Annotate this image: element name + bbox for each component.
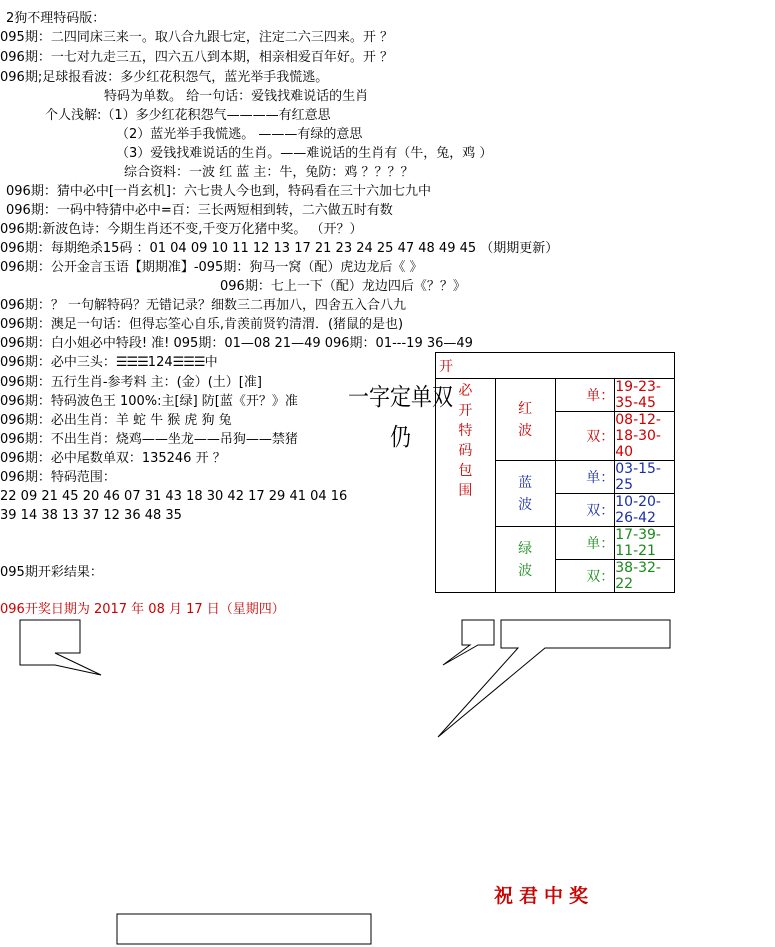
text-line: 096期：必中三头： (0, 355, 116, 370)
text-line: 096期;足球报看波：多少红花积怨气，蓝光举手我慌逃。 (0, 70, 329, 85)
bottom-box (117, 914, 371, 944)
red-odd-values: 19-23-35-45 (615, 379, 675, 412)
blue-odd-key: 单： (555, 461, 615, 494)
draw-date: 096开奖日期为 2017 年 08 月 17 日（星期四） (0, 602, 285, 617)
text-line: 096期：必中尾数单双：135246 开 ？ (0, 451, 226, 466)
result-label: 095期开彩结果： (0, 565, 103, 580)
callout-small (443, 620, 494, 665)
label-char: 绿 (518, 540, 533, 557)
text-line: 095期：二四同床三来一。取八合九跟七定，注定二六三四来。开 ？ (0, 30, 393, 45)
text-line: 096期：公开金言玉语【期期准】-095期：狗马一窝（配）虎边龙后《 》 (0, 260, 423, 275)
text-line: 096期:新波色诗：今期生肖还不变,千变万化猪中奖。 （开？） (0, 222, 363, 237)
text-line: 特码为单数。 给一句话：爱钱找难说话的生肖 (104, 89, 369, 104)
text-line: 096期：七上一下（配）龙边四后《？？》 (220, 279, 466, 294)
wave-table-head: 开 (436, 353, 675, 379)
callout-left (20, 620, 101, 675)
text-line: 096期：不出生肖：烧鸡——坐龙——吊狗——禁猪 (0, 432, 298, 447)
text-line: 个人浅解:（1）多少红花积怨气————有红意思 (45, 108, 331, 123)
label-char: 蓝 (518, 474, 533, 491)
text-line: 096期：白小姐必中特段! 准! 095期：01—08 21—49 096期：01---19 36—49 (0, 336, 473, 351)
footer-title: 祝君中奖 (494, 885, 595, 907)
side-char: 码 (458, 443, 473, 459)
green-even-values: 38-32-22 (615, 560, 675, 593)
text-line: 096期：澳足一句话：但得忘筌心自乐,肯羡前贤钓清渭．(猪鼠的是也) (0, 317, 404, 332)
green-odd-key: 单： (555, 527, 615, 560)
label-char: 波 (518, 562, 533, 579)
blue-even-values: 10-20-26-42 (615, 494, 675, 527)
side-mark: 一字定单双 (348, 383, 453, 411)
number-range: 22 09 21 45 20 46 07 31 43 18 30 42 17 29 41 04 16 (0, 489, 348, 504)
side-char: 特 (458, 423, 473, 439)
text-line: 096期：五行生肖-参考料 主：(金）(土）[准] (0, 375, 262, 390)
blue-even-key: 双： (555, 494, 615, 527)
header-title: 2狗不理特码版： (6, 11, 106, 26)
label-char: 波 (518, 496, 533, 513)
text-line: 096期：特码波色王 100%:主[绿] 防[蓝《开？》准 (0, 394, 298, 409)
red-even-values: 08-12-18-30-40 (615, 412, 675, 461)
side-char: 必 (458, 383, 473, 399)
blue-odd-values: 03-15-25 (615, 461, 675, 494)
side-char: 包 (458, 463, 473, 479)
text-value: 中 (204, 355, 218, 370)
side-char: 开 (458, 403, 473, 419)
green-odd-values: 17-39-11-21 (615, 527, 675, 560)
label-char: 红 (518, 400, 533, 417)
text-value: 124 (147, 355, 173, 370)
text-line: 096期：猜中必中[一肖玄机]：六七贵人今也到，特码看在三十六加七九中 (6, 184, 431, 199)
text-line: 综合资料：一波 红 蓝 主：牛，兔防：鸡 ？？？？ (124, 165, 414, 180)
side-mark-2: 仍 (390, 423, 411, 451)
side-char: 围 (458, 483, 473, 499)
text-line: （2）蓝光举手我慌逃。 ———有绿的意思 (116, 127, 363, 142)
text-line: 096期：必出生肖：羊 蛇 牛 猴 虎 狗 兔 (0, 413, 232, 428)
bar-mark: ☰☰☰ (172, 355, 205, 370)
label-char: 波 (518, 422, 533, 439)
bar-mark: ☰☰☰ (115, 355, 148, 370)
number-range: 39 14 38 13 37 12 36 48 35 (0, 508, 182, 523)
text-line: 096期：一七对九走三五，四六五八到本期，相亲相爱百年好。开 ？ (0, 50, 393, 65)
red-odd-key: 单： (555, 379, 615, 412)
text-line: 096期：？ 一句解特码？无错记录？细数三二再加八，四舍五入合八九 (0, 298, 406, 313)
green-even-key: 双： (555, 560, 615, 593)
red-even-key: 双： (555, 412, 615, 461)
text-line: 096期：一码中特猜中必中=百：三长两短相到转，二六做五时有数 (6, 203, 393, 218)
text-line: 096期：每期绝杀15码 ：01 04 09 10 11 12 13 17 21 23 24 25 47 48 49 45 （期期更新） (0, 241, 559, 256)
text-line: 096期：特码范围： (0, 470, 116, 485)
text-line: （3）爱钱找难说话的生肖。——难说话的生肖有（牛，兔，鸡 ） (116, 146, 493, 161)
